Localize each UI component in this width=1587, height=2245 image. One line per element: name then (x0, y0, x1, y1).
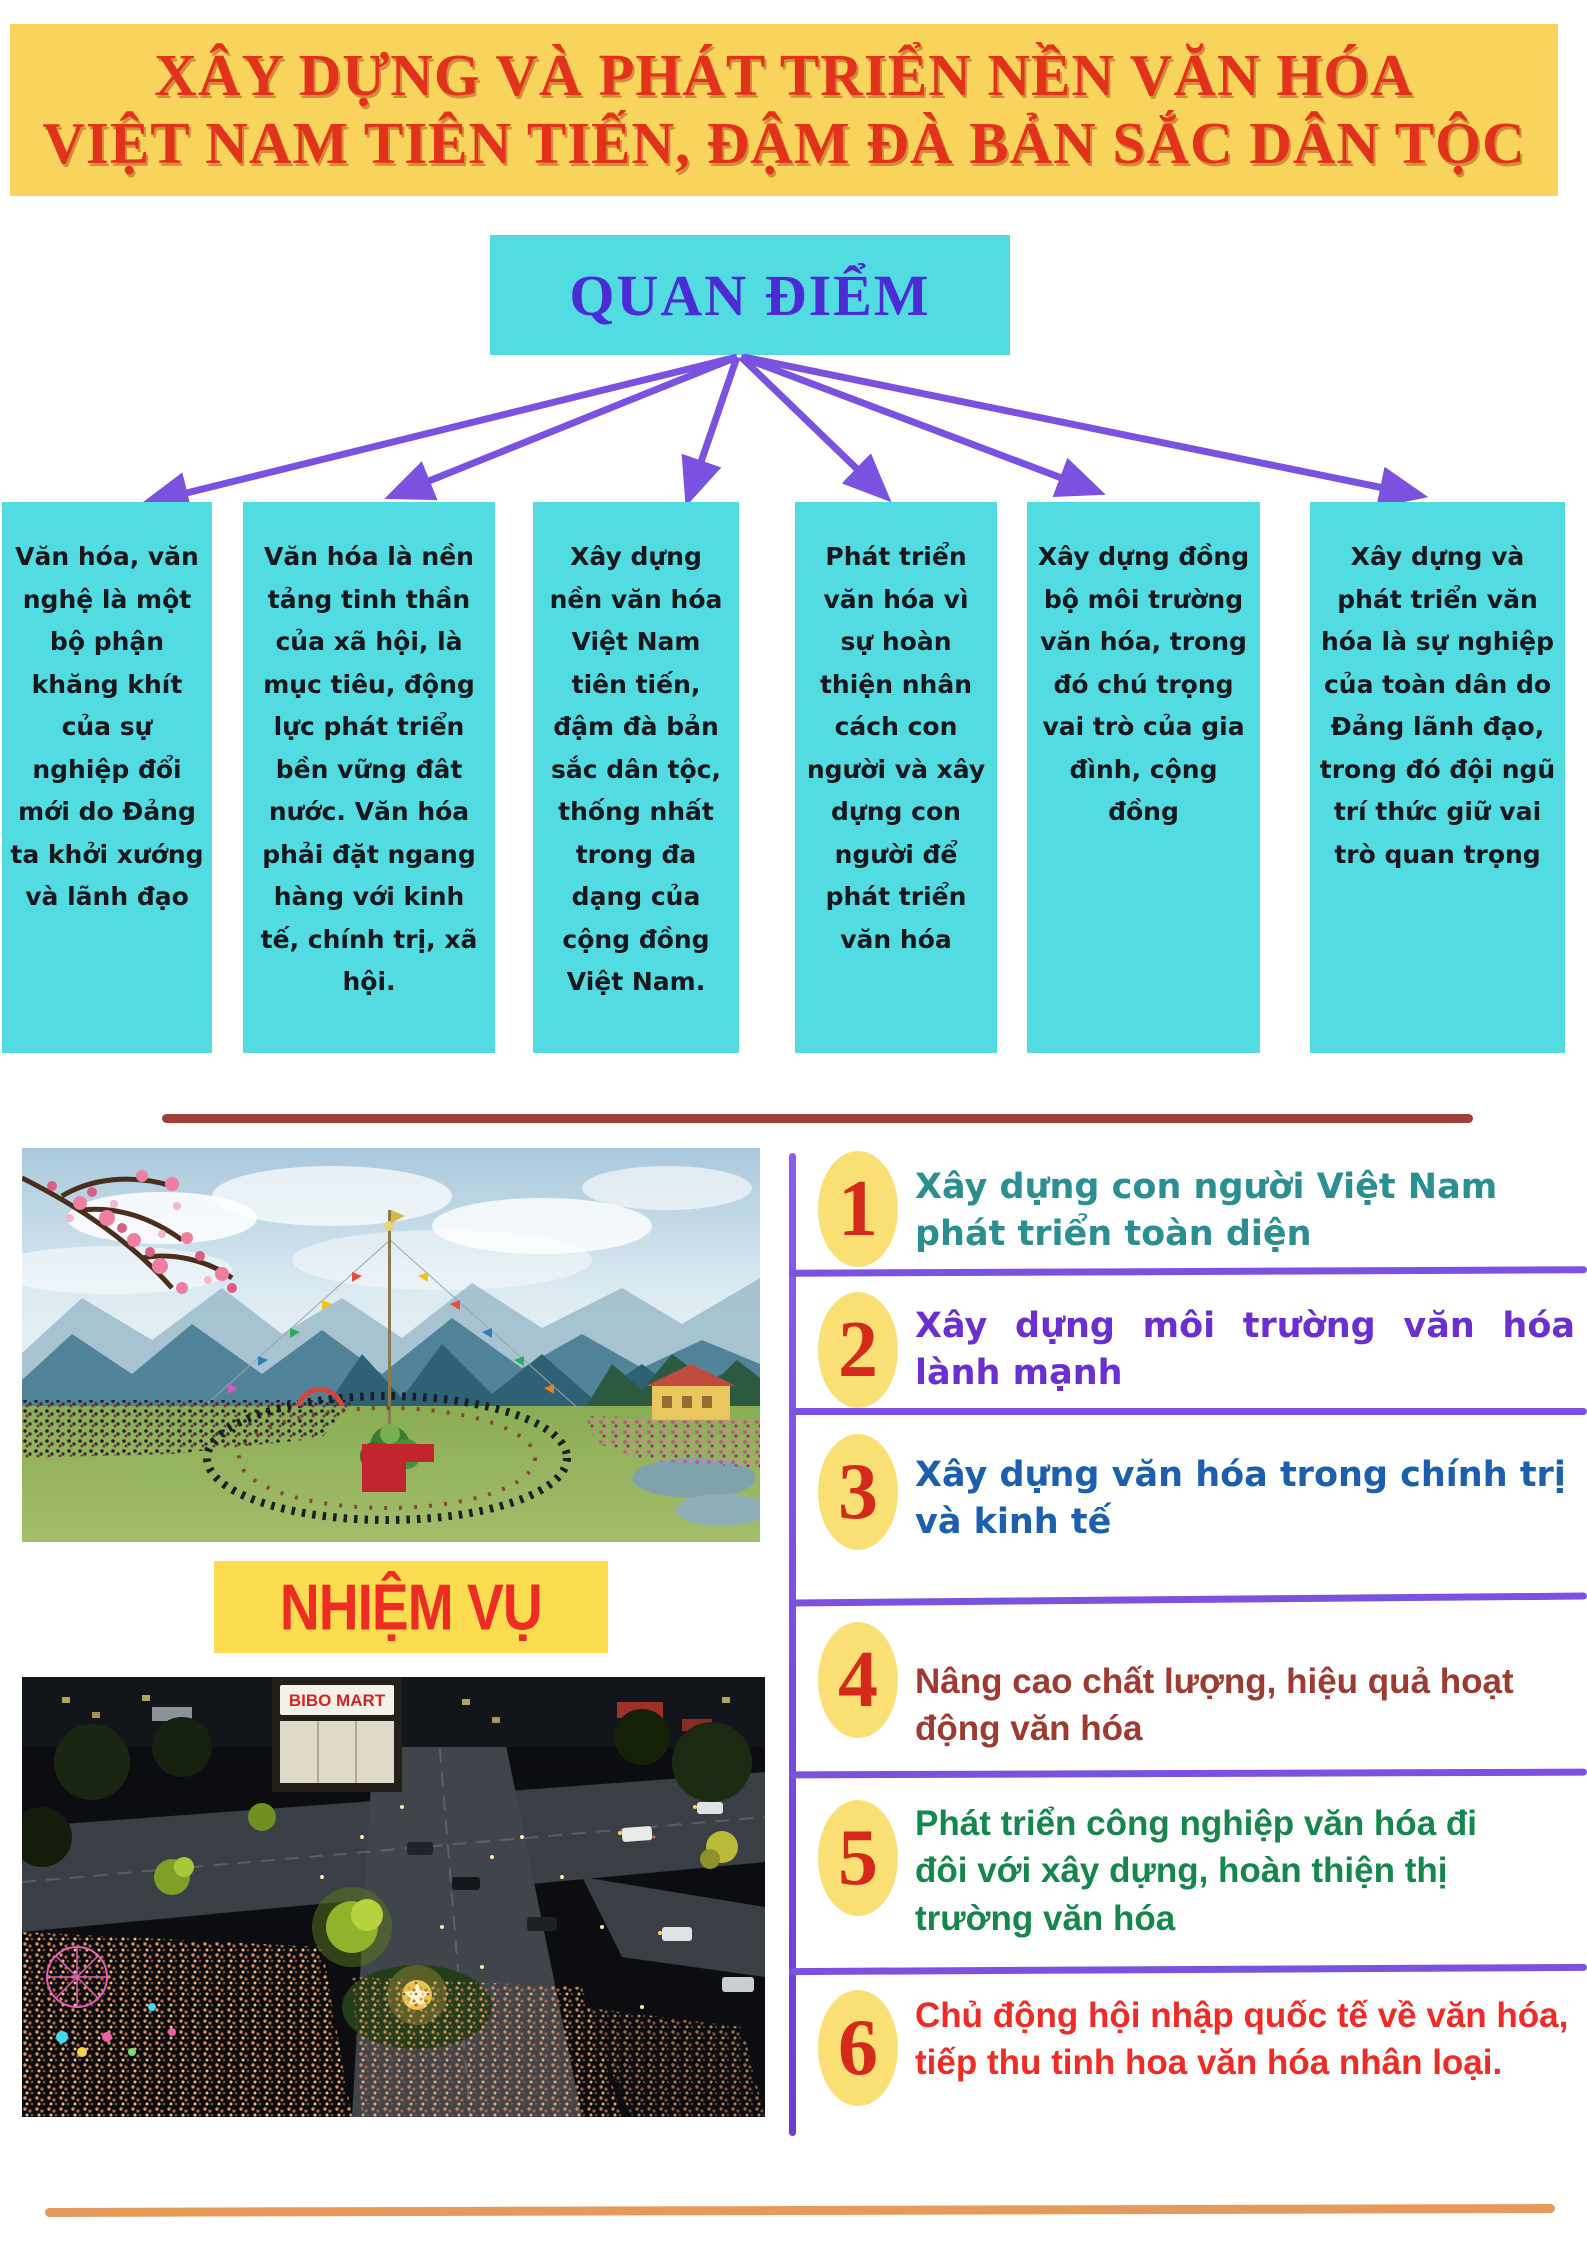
tasks-vertical-line (789, 1153, 796, 2136)
arrow-5 (741, 357, 1096, 491)
task-text-6: Chủ động hội nhập quốc tế về văn hóa, tiếp thu tinh hoa văn hóa nhân loại. (915, 1996, 1569, 2083)
task-text-5: Phát triển công nghiệp văn hóa đi đôi với xây dựng, hoàn thiện thị trường văn hóa (915, 1804, 1477, 1938)
task-text-2: Xây dựng môi trường văn hóa lành mạnh (915, 1306, 1575, 1394)
viewpoint-box-4: Phát triển văn hóa vì sự hoàn thiện nhân cách con người và xây dựng con người để phát triển văn hóa (795, 502, 997, 1053)
viewpoint-box-2: Văn hóa là nền tảng tinh thần của xã hội, là mục tiêu, động lực phát triển bền vững đât nước. Văn hóa phải đặt ngang hàng với kinh tế, chính trị, xã hội. (243, 502, 495, 1053)
tasks-title-box (214, 1561, 608, 1653)
arrow-4 (741, 357, 884, 495)
festival-photo (22, 1148, 760, 1542)
title-line-2: VIỆT NAM TIÊN TIẾN, ĐẬM ĐÀ BẢN SẮC DÂN TỘC (42, 110, 1526, 176)
task-separator-1 (789, 1266, 1587, 1276)
viewpoint-box-6: Xây dựng và phát triển văn hóa là sự nghiệp của toàn dân do Đảng lãnh đạo, trong đó đội ngũ trí thức giữ vai trò quan trọng (1310, 502, 1565, 1053)
task-number-1: 1 (818, 1151, 898, 1267)
arrow-6 (744, 357, 1418, 495)
task-text-1: Xây dựng con người Việt Nam phát triển toàn diện (915, 1167, 1498, 1255)
arrow-1 (150, 357, 737, 502)
crowd-center (352, 1977, 622, 2117)
task-number-3: 3 (818, 1434, 898, 1550)
task-text-3: Xây dựng văn hóa trong chính trị và kinh tế (915, 1455, 1566, 1543)
crowd-left (22, 1932, 352, 2117)
task-number-6: 6 (818, 1990, 898, 2106)
task-separator-4 (789, 1769, 1587, 1779)
viewpoints-arrows (0, 340, 1587, 520)
task-text-4: Nâng cao chất lượng, hiệu quả hoạt động văn hóa (915, 1662, 1514, 1749)
night-street-photo (22, 1677, 765, 2117)
tasks-title: NHIỆM VỤ (280, 1570, 542, 1644)
title-line-1: XÂY DỰNG VÀ PHÁT TRIỂN NỀN VĂN HÓA (154, 42, 1414, 109)
task-number-2: 2 (818, 1292, 898, 1408)
task-separator-5 (789, 1964, 1587, 1975)
task-number-4: 4 (818, 1622, 898, 1738)
viewpoint-box-3: Xây dựng nền văn hóa Việt Nam tiên tiến, đậm đà bản sắc dân tộc, thống nhất trong đa dạng của cộng đồng Việt Nam. (533, 502, 739, 1053)
viewpoints-label: QUAN ĐIỂM (569, 262, 931, 328)
arrow-3 (689, 357, 737, 497)
bibo-mart-storefront (272, 1677, 402, 1792)
task-separator-2 (789, 1408, 1587, 1415)
task-number-5: 5 (818, 1800, 898, 1916)
task-separator-3 (789, 1593, 1587, 1607)
viewpoints-label-box (490, 235, 1010, 355)
viewpoint-box-1: Văn hóa, văn nghệ là một bộ phận khăng khít của sự nghiệp đổi mới do Đảng ta khởi xướng và lãnh đạo (2, 502, 212, 1053)
viewpoint-box-5: Xây dựng đồng bộ môi trường văn hóa, trong đó chú trọng vai trò của gia đình, cộng đồng (1027, 502, 1260, 1053)
bottom-divider (45, 2204, 1555, 2217)
section-divider (162, 1114, 1473, 1123)
title-banner (10, 24, 1558, 196)
bibo-mart-sign: BIBO MART (288, 1691, 386, 1710)
